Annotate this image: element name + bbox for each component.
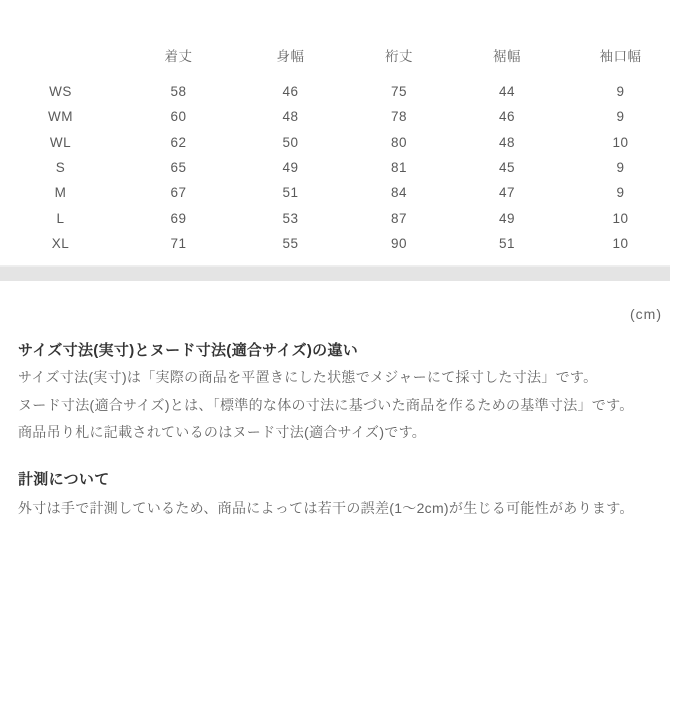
size-label: WS: [49, 84, 72, 100]
section-text: 商品吊り札に記載されているのはヌード寸法(適合サイズ)です。: [18, 424, 427, 441]
size-info-sections: [0, 343, 680, 522]
measurement-value: 90: [390, 235, 408, 251]
measurement-value: 48: [498, 134, 516, 150]
section-body: [18, 495, 668, 523]
measurement-value: 9: [616, 185, 625, 201]
measurement-value: 48: [282, 109, 299, 125]
measurement-value: 51: [282, 185, 299, 201]
measurement-value: 9: [616, 109, 625, 125]
table-row: [0, 205, 680, 230]
measurement-value: 49: [282, 160, 299, 176]
table-row: [0, 180, 680, 205]
measurement-value: 71: [170, 235, 187, 251]
measurement-value: 80: [390, 134, 408, 150]
section-body: [18, 364, 668, 447]
size-label: M: [54, 185, 67, 201]
table-header-row: [0, 42, 680, 68]
measurement-value: 65: [170, 160, 187, 176]
size-chart-table: [0, 42, 680, 256]
measurement-value: 69: [170, 210, 187, 226]
unit-note: (cm): [630, 306, 662, 323]
section-heading: サイズ寸法(実寸)とヌード寸法(適合サイズ)の違い: [18, 342, 359, 360]
table-row: [0, 104, 680, 129]
column-header: 身幅: [276, 49, 305, 64]
table-row: [0, 231, 680, 256]
measurement-value: 46: [498, 109, 516, 125]
section-text: 外寸は手で計測しているため、商品によっては若干の誤差(1〜2cm)が生じる可能性があります。: [18, 499, 634, 516]
measurement-value: 9: [616, 160, 625, 176]
measurement-value: 47: [498, 185, 516, 201]
measurement-value: 62: [170, 134, 187, 150]
measurement-value: 58: [170, 84, 187, 100]
table-row: [0, 130, 680, 155]
measurement-value: 78: [390, 109, 408, 125]
column-header: 裄丈: [385, 49, 413, 64]
size-label: L: [56, 210, 65, 226]
measurement-value: 10: [612, 210, 629, 226]
size-label: XL: [51, 235, 70, 251]
measurement-value: 46: [282, 84, 299, 100]
measurement-value: 53: [282, 210, 299, 226]
measurement-value: 87: [390, 210, 408, 226]
table-row: [0, 155, 680, 180]
measurement-value: 10: [612, 235, 629, 251]
table-row: [0, 79, 680, 104]
size-label: WM: [48, 109, 73, 125]
measurement-value: 81: [390, 160, 408, 176]
size-label: WL: [49, 134, 72, 150]
measurement-value: 49: [498, 210, 516, 226]
horizontal-scrollbar[interactable]: [0, 265, 670, 281]
measurement-value: 67: [170, 185, 187, 201]
measurement-value: 10: [612, 134, 629, 150]
measurement-value: 44: [498, 84, 516, 100]
measurement-value: 75: [390, 84, 408, 100]
size-label: S: [55, 160, 66, 176]
measurement-value: 45: [498, 160, 516, 176]
measurement-value: 84: [390, 185, 408, 201]
section-text: サイズ寸法(実寸)は「実際の商品を平置きにした状態でメジャーにて採寸した寸法」です。: [18, 369, 598, 386]
column-header: 裾幅: [493, 49, 521, 64]
column-header: 着丈: [164, 49, 193, 64]
column-header: 袖口幅: [599, 49, 642, 64]
section-text: ヌード寸法(適合サイズ)とは、「標準的な体の寸法に基づいた商品を作るための基準寸法」です。: [18, 396, 634, 413]
measurement-value: 55: [282, 235, 299, 251]
measurement-value: 50: [282, 134, 299, 150]
measurement-value: 60: [170, 109, 187, 125]
measurement-value: 9: [616, 84, 625, 100]
section-heading: 計測について: [18, 470, 110, 488]
measurement-value: 51: [498, 235, 516, 251]
